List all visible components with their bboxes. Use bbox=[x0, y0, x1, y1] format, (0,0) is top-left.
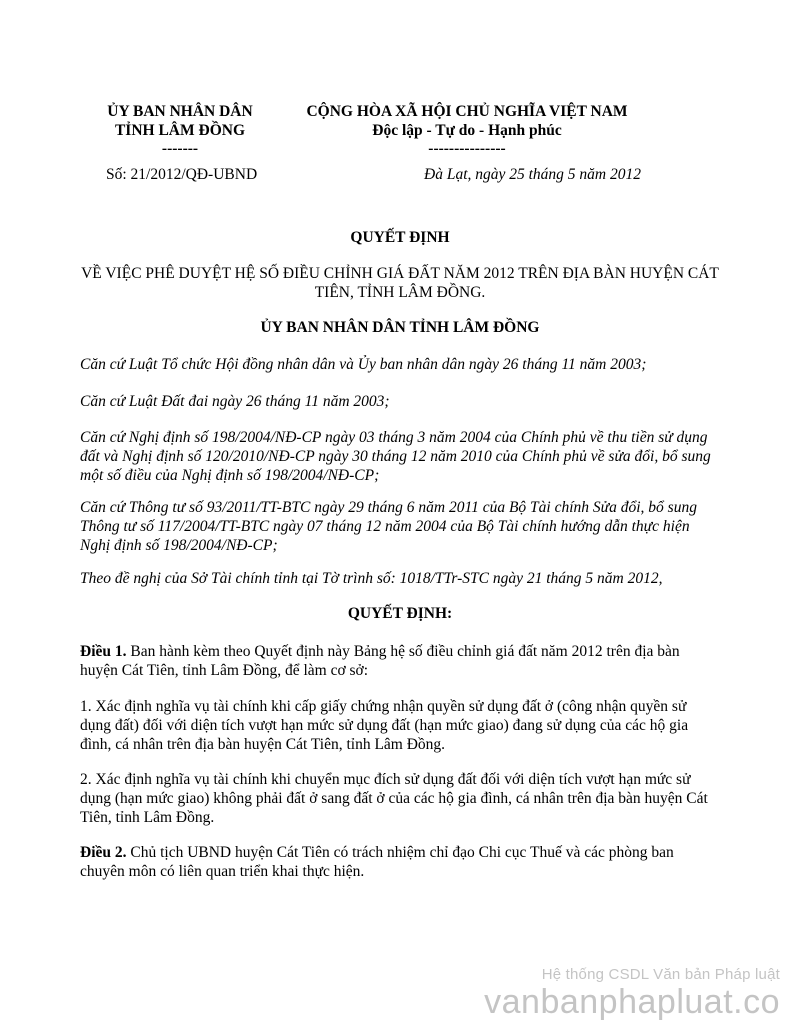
article-1-text: Ban hành kèm theo Quyết định này Bảng hệ số điều chỉnh giá đất năm 2012 trên địa bàn huyện Cát Tiên, tỉnh Lâm Đồng, để làm cơ sở: bbox=[80, 643, 680, 679]
document-title: QUYẾT ĐỊNH bbox=[350, 229, 450, 246]
nation-name: CỘNG HÒA XÃ HỘI CHỦ NGHĨA VIỆT NAM bbox=[306, 103, 628, 120]
preamble-item: Căn cứ Luật Tổ chức Hội đồng nhân dân và Ủy ban nhân dân ngày 26 tháng 11 năm 2003; bbox=[80, 356, 647, 373]
article-2-label: Điều 2. bbox=[80, 844, 127, 861]
document-subject: VỀ VIỆC PHÊ DUYỆT HỆ SỐ ĐIỀU CHỈNH GIÁ ĐẤT NĂM 2012 TRÊN ĐỊA BÀN HUYỆN CÁT TIÊN, TỈNH LÂM ĐỒNG. bbox=[81, 265, 719, 301]
article-1-item-2: 2. Xác định nghĩa vụ tài chính khi chuyển mục đích sử dụng đất đối với diện tích vượt hạn mức sử dụng (hạn mức giao) không phải đất ở sang đất ở của các hộ gia đình, cá nhân trên địa bàn huyện Cát Tiên, tỉnh Lâm Đồng. bbox=[80, 771, 708, 826]
article-1-label: Điều 1. bbox=[80, 643, 127, 660]
issuing-authority: ỦY BAN NHÂN DÂN TỈNH LÂM ĐỒNG bbox=[260, 319, 540, 336]
article-1 bbox=[80, 642, 720, 680]
article-2-text: Chủ tịch UBND huyện Cát Tiên có trách nhiệm chỉ đạo Chi cục Thuế và các phòng ban chuyên môn có liên quan triển khai thực hiện. bbox=[80, 844, 674, 880]
agency-separator: ------- bbox=[161, 140, 199, 157]
document-date: Đà Lạt, ngày 25 tháng 5 năm 2012 bbox=[424, 166, 641, 183]
watermark-site: vanbanphapluat.co bbox=[484, 983, 780, 1021]
agency-name-line1: ỦY BAN NHÂN DÂN bbox=[107, 103, 253, 120]
preamble-item: Căn cứ Nghị định số 198/2004/NĐ-CP ngày 03 tháng 3 năm 2004 của Chính phủ về thu tiền sử dụng đất và Nghị định số 120/2010/NĐ-CP ngày 30 tháng 12 năm 2010 của Chính phủ về sửa đổi, bổ sung một số điều của Nghị định số 198/2004/NĐ-CP; bbox=[80, 429, 711, 484]
preamble-item: Theo đề nghị của Sở Tài chính tỉnh tại Tờ trình số: 1018/TTr-STC ngày 21 tháng 5 năm 2012, bbox=[80, 570, 663, 587]
watermark-system-name: Hệ thống CSDL Văn bản Pháp luật bbox=[541, 966, 780, 983]
preamble-item: Căn cứ Luật Đất đai ngày 26 tháng 11 năm 2003; bbox=[80, 393, 390, 410]
preamble-item: Căn cứ Thông tư số 93/2011/TT-BTC ngày 29 tháng 6 năm 2011 của Bộ Tài chính Sửa đổi, bổ sung Thông tư số 117/2004/TT-BTC ngày 07 tháng 12 năm 2004 của Bộ Tài chính hướng dẫn thực hiện Nghị định số 198/2004/NĐ-CP; bbox=[80, 499, 697, 554]
agency-name-line2: TỈNH LÂM ĐỒNG bbox=[114, 121, 246, 139]
nation-motto: Độc lập - Tự do - Hạnh phúc bbox=[372, 121, 562, 139]
document-number: Số: 21/2012/QĐ-UBND bbox=[106, 166, 258, 183]
decision-heading: QUYẾT ĐỊNH: bbox=[347, 605, 453, 622]
motto-separator: --------------- bbox=[428, 140, 506, 157]
article-1-item-1: 1. Xác định nghĩa vụ tài chính khi cấp giấy chứng nhận quyền sử dụng đất ở (công nhận quyền sử dụng đất) đối với diện tích vượt hạn mức sử dụng đất (hạn mức giao) đang sử dụng của các hộ gia đình, cá nhân trên địa bàn huyện Cát Tiên, tỉnh Lâm Đồng. bbox=[80, 698, 689, 753]
article-2 bbox=[80, 843, 720, 881]
issuing-agency-block bbox=[80, 102, 280, 158]
national-motto-block bbox=[282, 102, 652, 158]
